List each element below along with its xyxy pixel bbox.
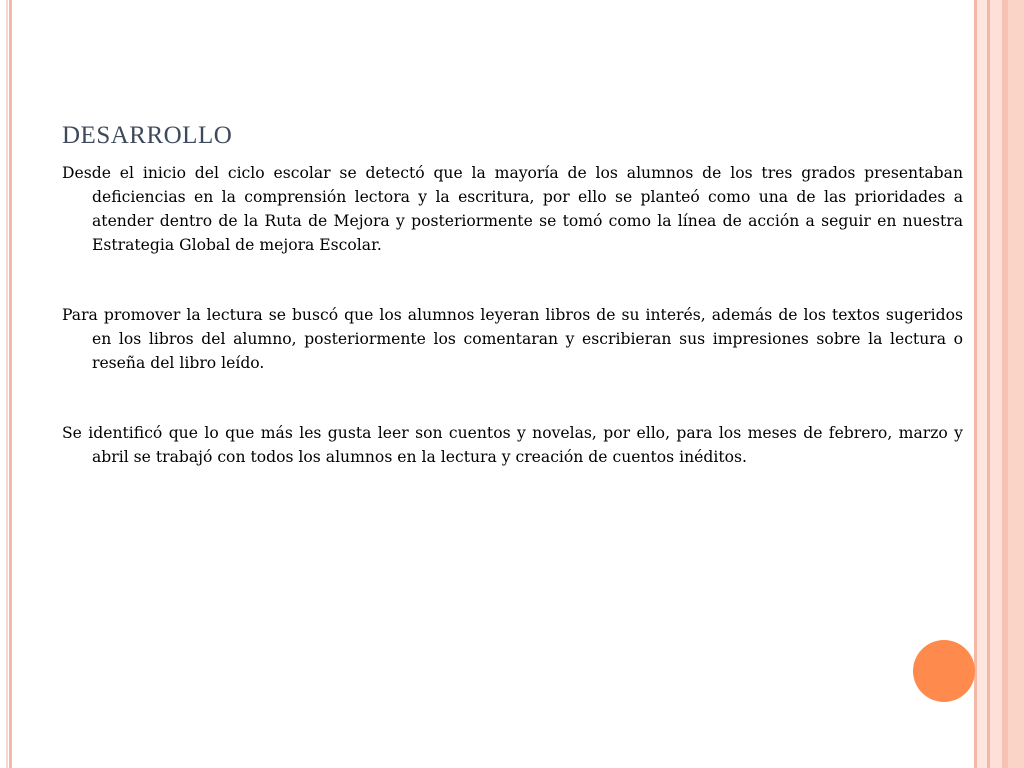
paragraph-1: Desde el inicio del ciclo escolar se detectó que la mayoría de los alumnos de los tres grados presentaban deficiencias en la comprensión lectora y la escritura, por ello se planteó como una de las prioridades a atender dentro de la Ruta de Mejora y posteriormente se tomó como la línea de acción a seguir en nuestra Estrategia Global de mejora Escolar. <box>62 164 963 254</box>
right-border-decoration <box>974 0 1024 768</box>
orange-circle-decoration <box>913 640 975 702</box>
slide-title: DESARROLLO <box>62 122 233 149</box>
paragraph-2: Para promover la lectura se buscó que los alumnos leyeran libros de su interés, además de los textos sugeridos en los libros del alumno, posteriormente los comentaran y escribieran sus impresiones sobre la lectura o reseña del libro leído. <box>62 306 963 372</box>
slide-body <box>62 161 963 515</box>
paragraph-3: Se identificó que lo que más les gusta leer son cuentos y novelas, por ello, para los meses de febrero, marzo y abril se trabajó con todos los alumnos en la lectura y creación de cuentos inéditos. <box>62 424 963 466</box>
left-border-decoration <box>0 0 12 768</box>
